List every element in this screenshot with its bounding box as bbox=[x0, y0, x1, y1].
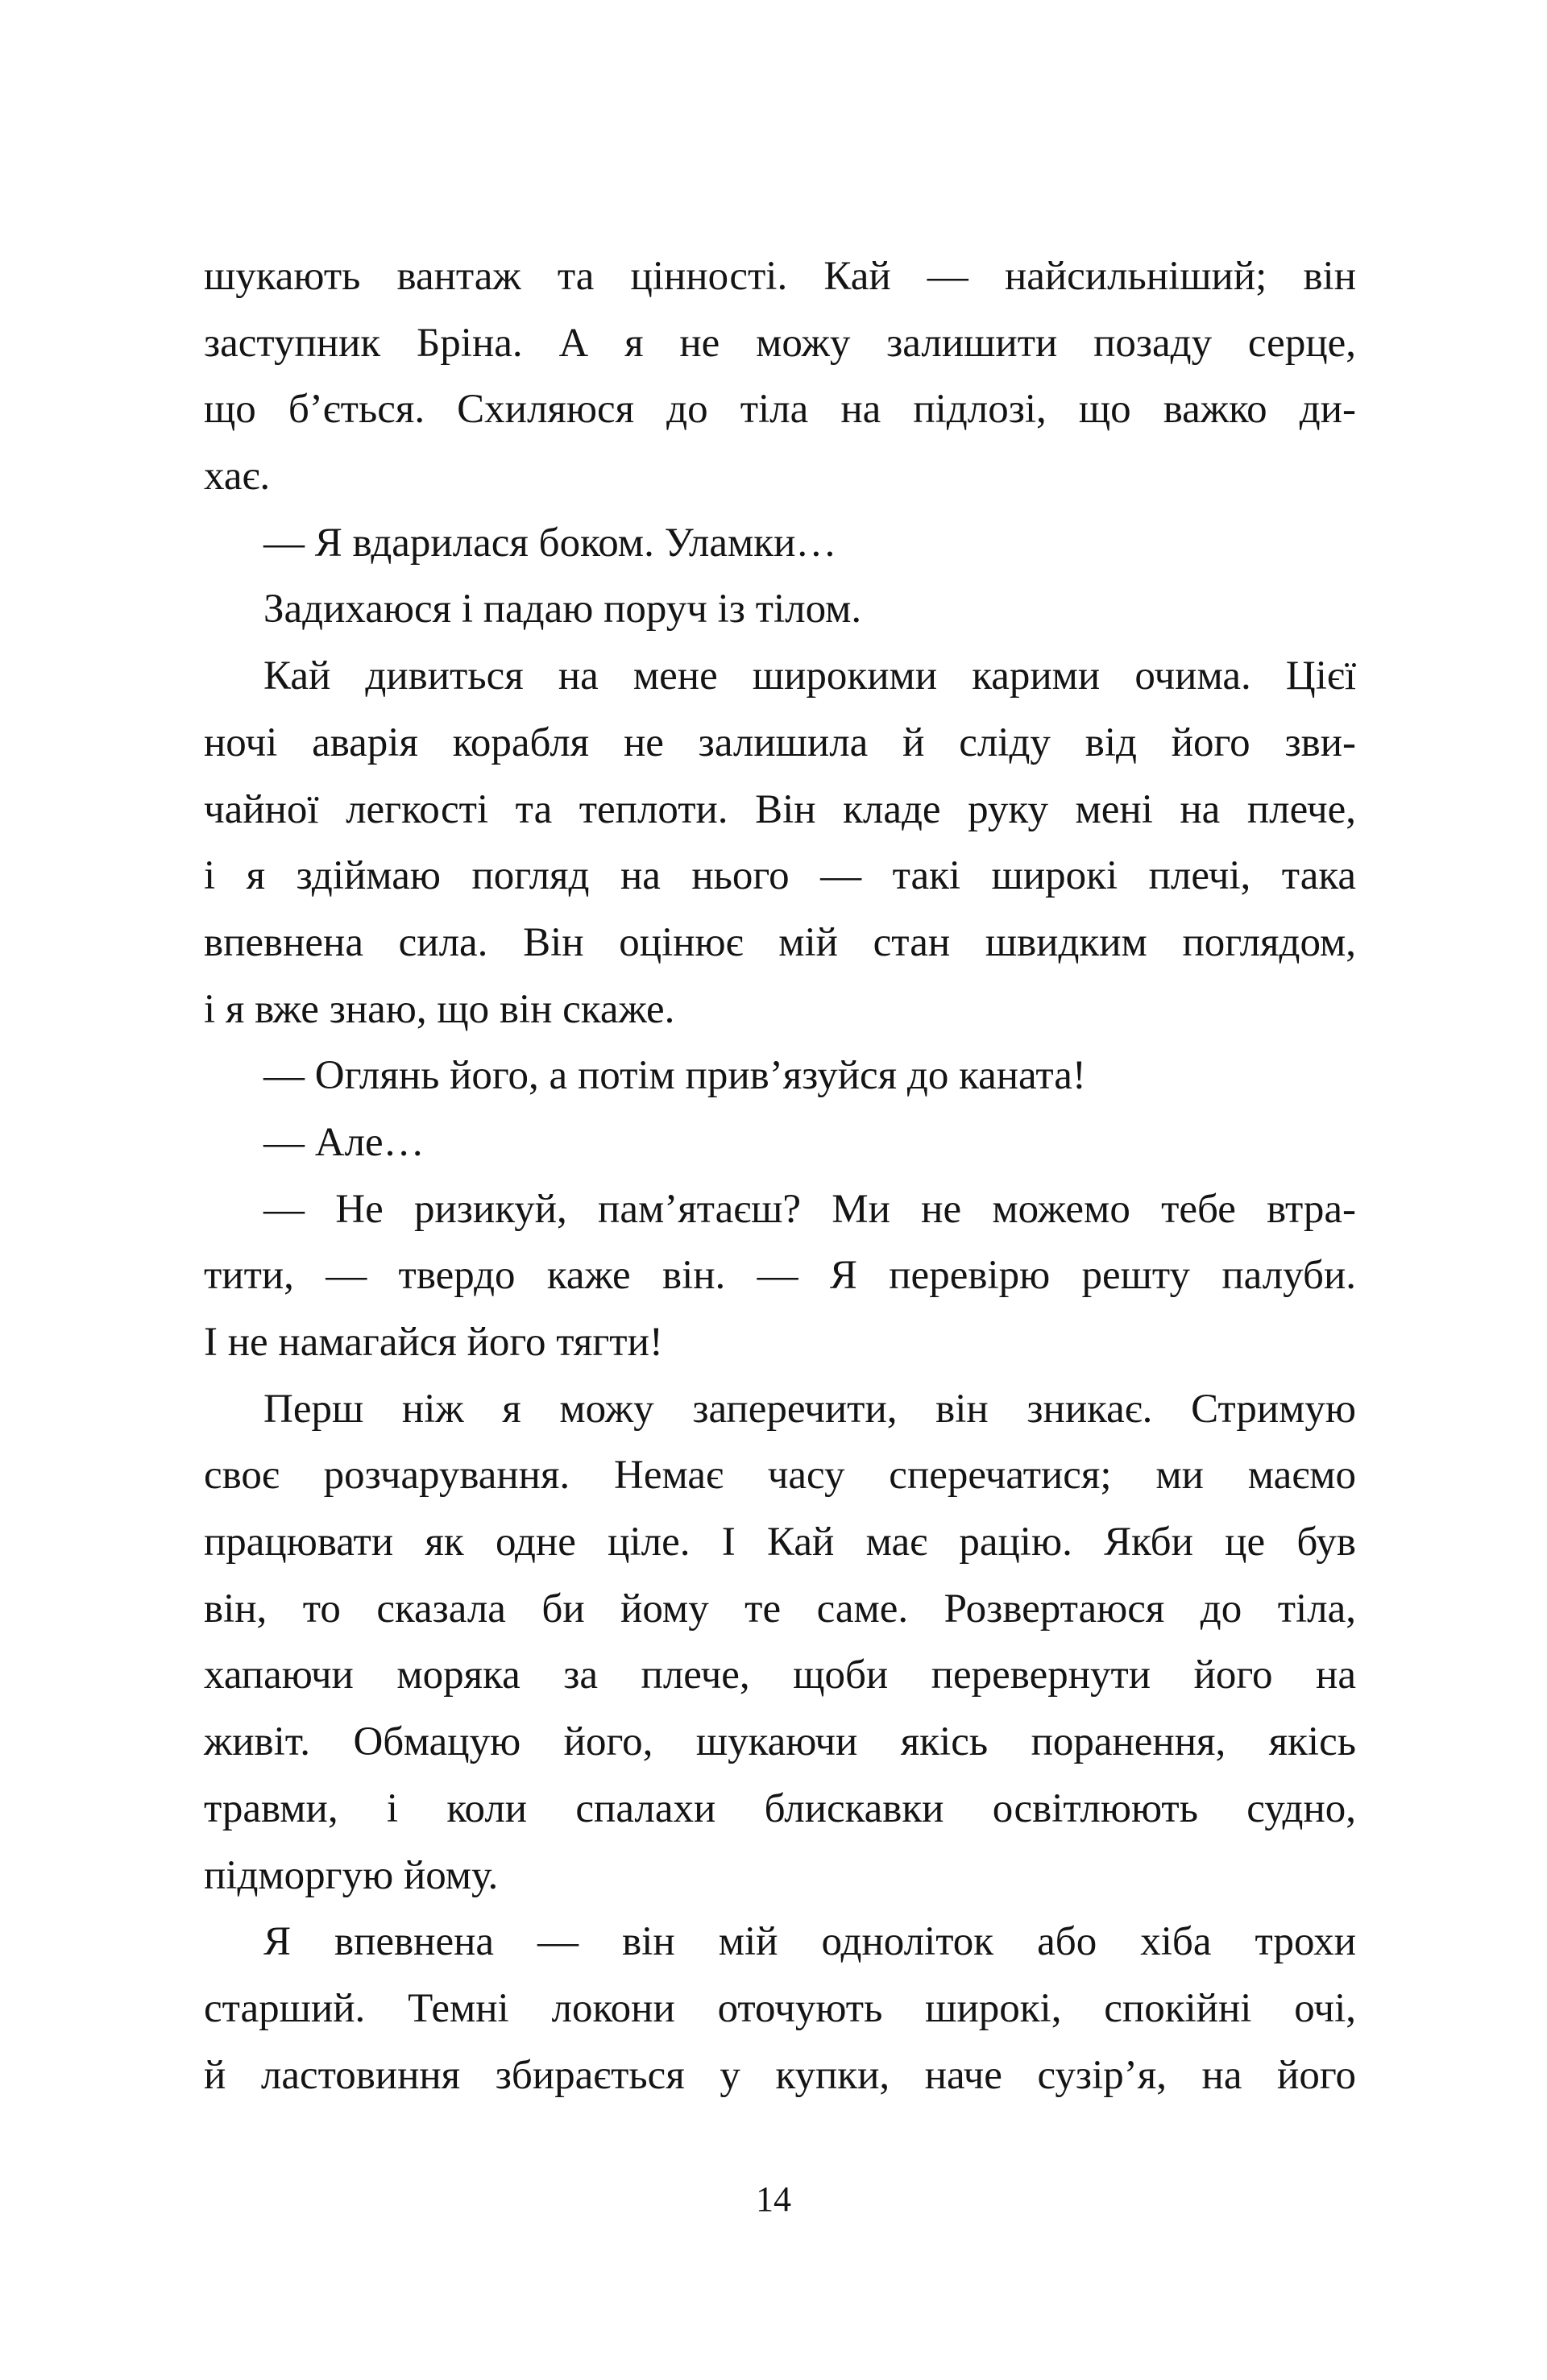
text-line: живіт. Обмацую його, шукаючи якісь поранення, якісь bbox=[204, 1719, 1356, 1765]
text-line: він, то сказала би йому те саме. Розвертаюся до тіла, bbox=[204, 1586, 1356, 1632]
body-text bbox=[204, 243, 1356, 2108]
text-line: ночі аварія корабля не залишила й сліду від його зви- bbox=[204, 719, 1356, 765]
text-line: заступник Бріна. А я не можу залишити позаду серце, bbox=[204, 320, 1356, 366]
text-line: Я впевнена — він мій одноліток або хіба трохи bbox=[263, 1919, 1356, 1965]
text-line: хапаючи моряка за плече, щоби перевернути його на bbox=[204, 1652, 1356, 1698]
text-line: що б’ється. Схиляюся до тіла на підлозі, що важко ди- bbox=[204, 387, 1356, 433]
text-line: підморгую йому. bbox=[204, 1852, 499, 1898]
text-line: хає. bbox=[204, 454, 271, 500]
text-line: Задихаюся і падаю поруч із тілом. bbox=[263, 587, 862, 632]
text-line: — Я вдарилася боком. Уламки… bbox=[263, 520, 837, 566]
text-line: Перш ніж я можу заперечити, він зникає. Стримую bbox=[263, 1386, 1356, 1432]
text-line: — Оглянь його, а потім прив’язуйся до каната! bbox=[263, 1053, 1086, 1099]
text-line: Кай дивиться на мене широкими карими очима. Цієї bbox=[263, 653, 1356, 699]
text-line: працювати як одне ціле. І Кай має рацію. Якби це був bbox=[204, 1520, 1356, 1565]
text-line: — Не ризикуй, пам’ятаєш? Ми не можемо тебе втра- bbox=[263, 1186, 1356, 1232]
text-line: чайної легкості та теплоти. Він кладе руку мені на плече, bbox=[204, 786, 1356, 832]
text-line: І не намагайся його тягти! bbox=[204, 1320, 663, 1365]
text-line: шукають вантаж та цінності. Кай — найсильніший; він bbox=[204, 254, 1356, 299]
page-number: 14 bbox=[756, 2179, 791, 2219]
text-line: тити, — твердо каже він. — Я перевірю решту палуби. bbox=[204, 1253, 1356, 1299]
text-line: і я здіймаю погляд на нього — такі широкі плечі, така bbox=[204, 853, 1356, 899]
text-line: старший. Темні локони оточують широкі, спокійні очі, bbox=[204, 1985, 1356, 2031]
text-line: травми, і коли спалахи блискавки освітлюють судно, bbox=[204, 1785, 1356, 1831]
text-line: і я вже знаю, що він скаже. bbox=[204, 986, 675, 1032]
text-line: впевнена сила. Він оцінює мій стан швидким поглядом, bbox=[204, 919, 1356, 965]
text-line: — Але… bbox=[263, 1119, 425, 1165]
text-line: своє розчарування. Немає часу сперечатися; ми маємо bbox=[204, 1453, 1356, 1499]
text-line: й ластовиння збирається у купки, наче сузір’я, на його bbox=[204, 2052, 1356, 2098]
